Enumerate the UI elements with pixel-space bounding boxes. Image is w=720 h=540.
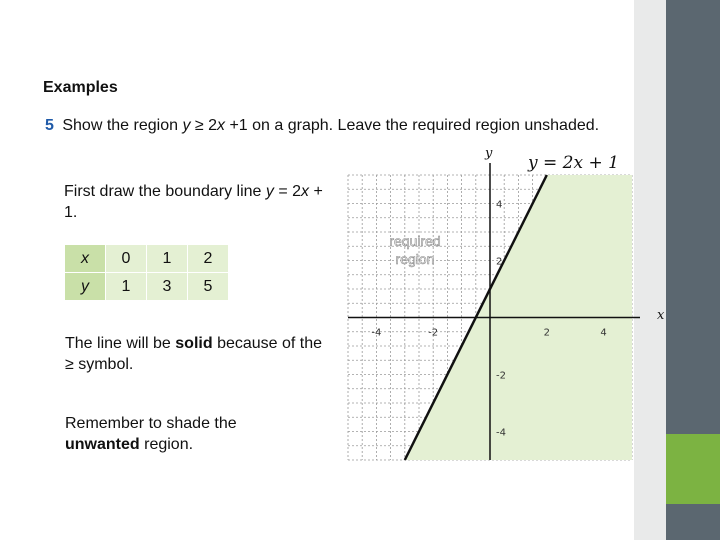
table-cell: 1 — [147, 245, 188, 273]
y-tick-label: -2 — [496, 370, 506, 382]
step-boundary-line: First draw the boundary line y = 2x + 1. — [64, 183, 323, 221]
inequality-graph — [330, 145, 640, 470]
y-axis-label: y — [485, 146, 493, 161]
problem-statement: 5 Show the region y ≥ 2x +1 on a graph. Leave the required region unshaded. — [45, 117, 600, 134]
side-strip-accent — [666, 434, 720, 504]
y-tick-label: 2 — [496, 256, 503, 268]
step-solid-line: The line will be solid because of the ≥ symbol. — [65, 335, 323, 373]
x-tick-label: 4 — [600, 327, 607, 339]
x-tick-label: 2 — [543, 327, 550, 339]
table-cell: 0 — [106, 245, 147, 273]
section-title: Examples — [43, 79, 118, 96]
x-tick-label: -4 — [371, 327, 382, 339]
y-tick-label: -4 — [496, 427, 506, 439]
table-cell: x — [65, 245, 106, 273]
table-cell: 2 — [188, 245, 229, 273]
problem-number: 5 — [45, 117, 54, 134]
table-cell: y — [65, 273, 106, 301]
table-cell: 3 — [147, 273, 188, 301]
table-cell: 1 — [106, 273, 147, 301]
value-table — [64, 244, 229, 301]
table-row — [65, 273, 229, 301]
x-tick-label: -2 — [428, 327, 439, 339]
step-shade: Remember to shade the unwanted region. — [65, 415, 237, 453]
equation-label: y = 2x + 1 — [528, 153, 619, 173]
table-cell: 5 — [188, 273, 229, 301]
table-row — [65, 245, 229, 273]
x-axis-label: x — [657, 308, 665, 323]
required-region-label: required region — [389, 233, 441, 267]
y-tick-label: 4 — [496, 199, 503, 211]
